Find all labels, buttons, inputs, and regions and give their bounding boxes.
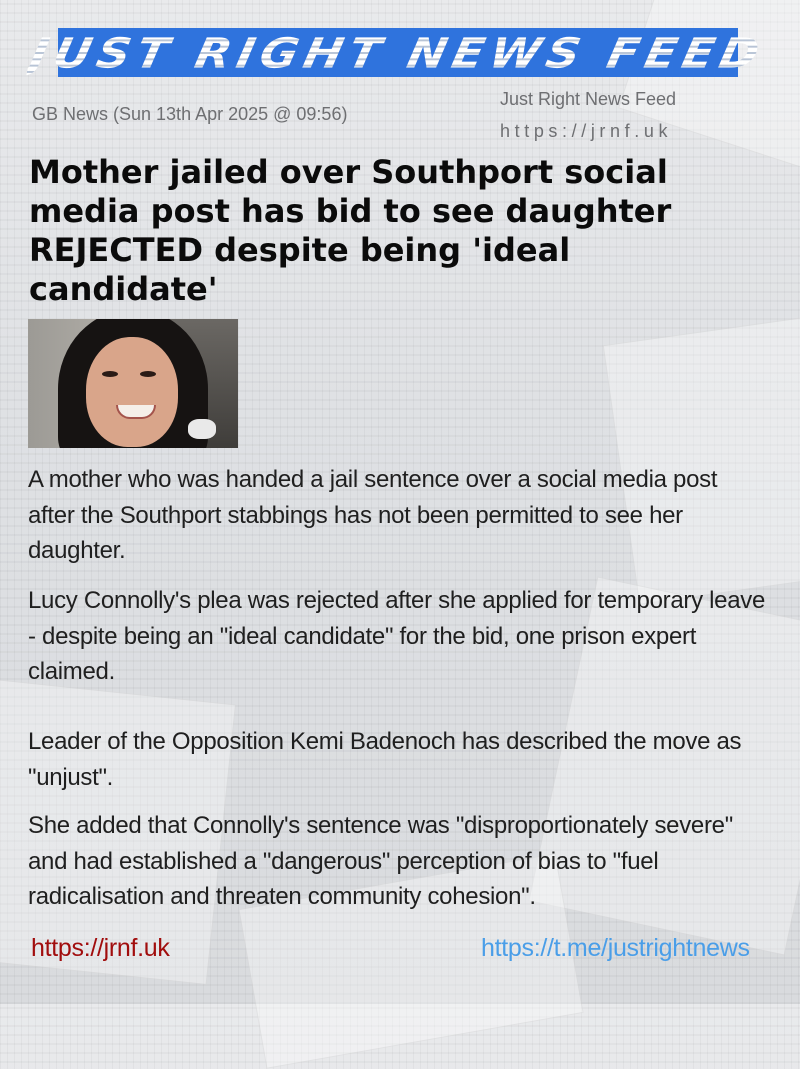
article-paragraph: Leader of the Opposition Kemi Badenoch has described the move as "unjust". (28, 728, 742, 791)
site-banner (26, 28, 770, 77)
article-paragraph: Lucy Connolly's plea was rejected after she applied for temporary leave - despite being an "ideal candidate" for the bid, one prison expert claimed. (28, 587, 766, 685)
photo-face (86, 337, 178, 447)
footer-telegram-link[interactable]: https://t.me/justrightnews (481, 934, 750, 962)
newspaper-background (618, 0, 800, 167)
photo-eye (102, 371, 118, 377)
photo-eye (140, 371, 156, 377)
article-headline: Mother jailed over Southport social media post has bid to see daughter REJECTED despite being 'ideal candidate' (29, 153, 672, 308)
source-line: GB News (Sun 13th Apr 2025 @ 09:56) (32, 104, 348, 124)
article-paragraph: A mother who was handed a jail sentence over a social media post after the Southport stabbings has not been permitted to see her daughter. (28, 466, 718, 564)
article-paragraph: She added that Connolly's sentence was "disproportionately severe" and had established a "dangerous" perception of bias to "fuel radicalisation and threaten community cohesion". (28, 812, 733, 910)
article-photo (28, 319, 238, 448)
photo-toy (188, 419, 216, 439)
site-banner-title: JUST RIGHT NEWS FEED (26, 28, 770, 77)
footer-site-link[interactable]: https://jrnf.uk (31, 934, 170, 962)
brand-url: https://jrnf.uk (500, 121, 673, 141)
brand-name: Just Right News Feed (500, 89, 677, 109)
